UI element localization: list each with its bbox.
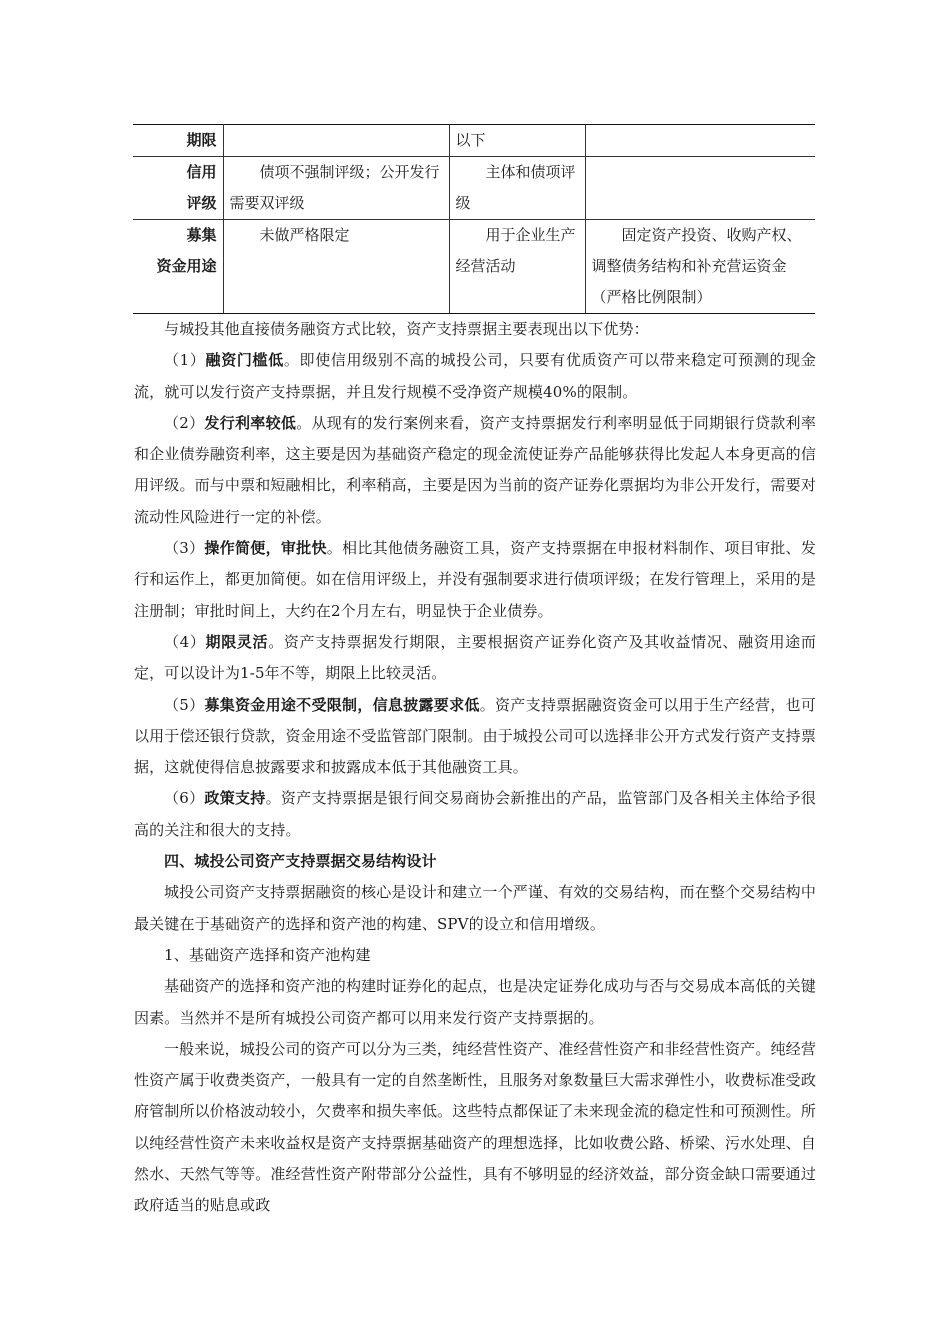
- advantage-paragraph: [134, 690, 816, 784]
- advantage-title: 发行利率较低: [204, 413, 297, 432]
- document-body: [134, 314, 816, 1222]
- body-paragraph: 一般来说，城投公司的资产可以分为三类，纯经营性资产、准经营性资产和非经营性资产。纯经营性资产属于收费类资产，一般具有一定的自然垄断性，且服务对象数量巨大需求弹性小，收费标准受政府管制所以价格波动较小，欠费率和损失率低。这些特点都保证了未来现金流的稳定性和可预测性。所以纯经营性资产未来收益权是资产支持票据基础资产的理想选择，比如收费公路、桥梁、污水处理、自然水、天然气等等。准经营性资产附带部分公益性，具有不够明显的经济效益，部分资金缺口需要通过政府适当的贴息或政: [134, 1039, 816, 1215]
- table-cell: 固定资产投资、收购产权、调整债务结构和补充营运资金（严格比例限制）: [585, 220, 815, 314]
- intro-paragraph: 与城投其他直接债务融资方式比较，资产支持票据主要表现出以下优势：: [164, 320, 649, 338]
- row-label-fund-use: 募集 资金用途: [133, 220, 223, 314]
- table-cell: 未做严格限定: [223, 220, 449, 314]
- advantage-paragraph: [134, 408, 816, 533]
- advantage-title: 期限灵活: [205, 632, 269, 651]
- body-paragraph: 基础资产的选择和资产池的构建时证券化的起点，也是决定证券化成功与否与交易成本高低的关键因素。当然并不是所有城投公司资产都可以用来发行资产支持票据的。: [134, 977, 816, 1027]
- advantage-paragraph: [134, 783, 816, 846]
- advantage-text: 。资产支持票据发行期限，主要根据资产证券化资产及其收益情况、融资用途而定，可以设计为1-5年不等，期限上比较灵活。: [134, 632, 816, 683]
- table-cell: 主体和债项评级: [449, 157, 585, 220]
- table-row: [133, 157, 815, 220]
- table-cell: [585, 157, 815, 220]
- sub-heading: 1、基础资产选择和资产池构建: [164, 945, 371, 964]
- advantage-number: （5）: [164, 695, 205, 714]
- advantage-number: （4）: [164, 632, 206, 651]
- section-paragraph: 城投公司资产支持票据融资的核心是设计和建立一个严谨、有效的交易结构，而在整个交易结构中最关键在于基础资产的选择和资产池的构建、SPV的设立和信用增级。: [134, 883, 816, 933]
- advantage-number: （2）: [164, 413, 205, 432]
- advantage-text: 。从现有的发行案例来看，资产支持票据发行利率明显低于同期银行贷款利率和企业债券融资利率，这主要是因为基础资产稳定的现金流使证券产品能够获得比发起人本身更高的信用评级。而与中票和短融相比，利率稍高，主要是因为当前的资产证券化票据均为非公开发行，需要对流动性风险进行一定的补偿。: [134, 413, 816, 526]
- advantage-title: 融资门槛低: [205, 351, 284, 370]
- advantage-paragraph: [134, 345, 816, 408]
- advantage-paragraph: [134, 533, 816, 627]
- table-cell: [223, 125, 449, 157]
- advantage-paragraph: [134, 627, 816, 690]
- table-cell: 用于企业生产经营活动: [449, 220, 585, 314]
- advantage-text: 。即使信用级别不高的城投公司，只要有优质资产可以带来稳定可预测的现金流，就可以发行资产支持票据，并且发行规模不受净资产规模40%的限制。: [134, 351, 816, 401]
- table-cell: 以下: [449, 125, 585, 157]
- table-row: [133, 125, 815, 157]
- table-cell: [585, 125, 815, 157]
- advantage-number: （1）: [164, 351, 206, 370]
- advantage-text: 。相比其他债务融资工具，资产支持票据在申报材料制作、项目审批、发行和运作上，都更加简便。如在信用评级上，并没有强制要求进行债项评级；在发行管理上，采用的是注册制；审批时间上，大约在2个月左右，明显快于企业债券。: [134, 539, 816, 620]
- advantage-title: 募集资金用途不受限制，信息披露要求低: [204, 695, 480, 714]
- table-row: [133, 220, 815, 314]
- table-cell: 债项不强制评级；公开发行需要双评级: [223, 157, 449, 220]
- row-label-credit-rating: 信用 评级: [133, 157, 223, 220]
- advantage-text: 。资产支持票据是银行间交易商协会新推出的产品，监管部门及各相关主体给予很高的关注和很大的支持。: [134, 789, 816, 839]
- advantage-title: 政策支持: [204, 789, 266, 808]
- advantage-number: （3）: [164, 539, 205, 558]
- comparison-table: [133, 124, 815, 314]
- row-label-term: 期限: [133, 125, 223, 157]
- advantage-text: 。资产支持票据融资资金可以用于生产经营，也可以用于偿还银行贷款，资金用途不受监管部门限制。由于城投公司可以选择非公开方式发行资产支持票据，这就使得信息披露要求和披露成本低于其他融资工具。: [134, 695, 816, 777]
- advantage-number: （6）: [164, 789, 205, 808]
- advantage-title: 操作简便，审批快: [204, 539, 327, 558]
- section-heading: 四、城投公司资产支持票据交易结构设计: [164, 852, 437, 871]
